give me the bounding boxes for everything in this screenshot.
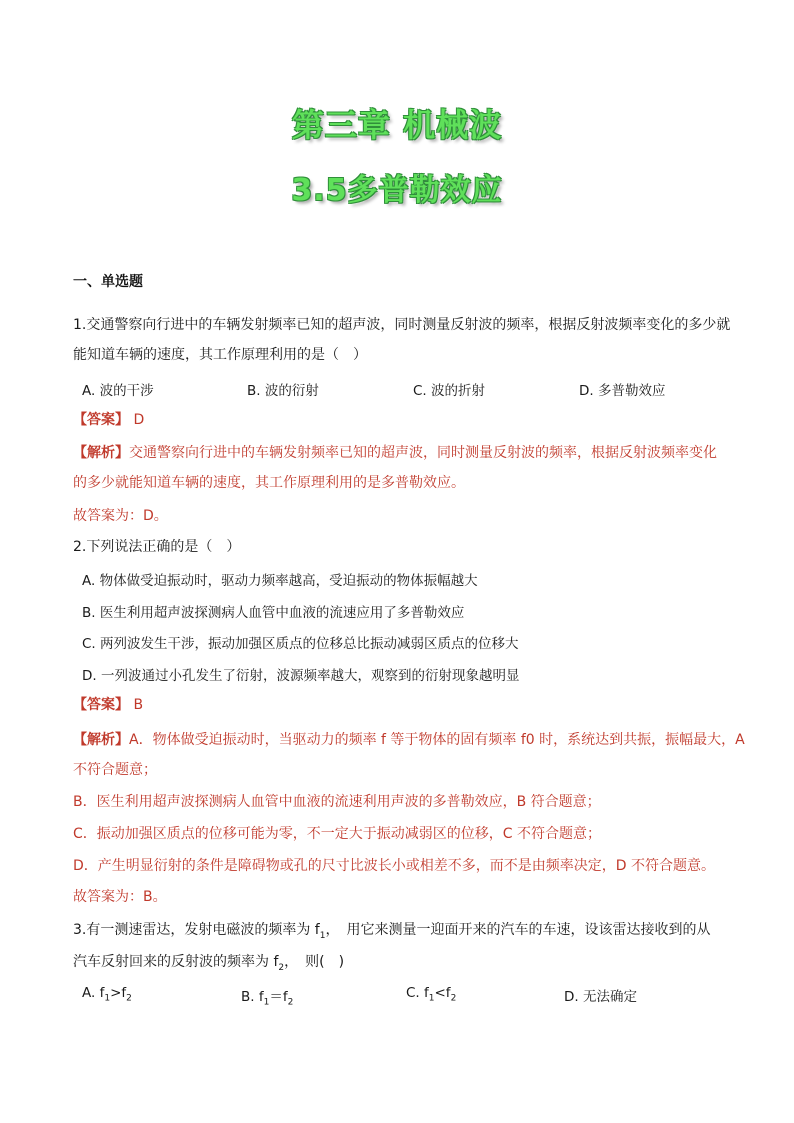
analysis-tag: 【解析】 <box>73 732 129 748</box>
q1-option-c: C. 波的折射 <box>413 383 486 399</box>
q1-answer-value: D <box>129 412 145 428</box>
q1-conclusion: 故答案为：D。 <box>73 508 168 524</box>
q3-option-c: C. $f_1<f_2$ <box>406 985 457 1004</box>
q3-stem-line-2: 汽车反射回来的反射波的频率为 $f_2$， 则( ) <box>73 954 345 973</box>
q1-stem-line-2: 能知道车辆的速度，其工作原理利用的是（ ） <box>73 347 367 363</box>
q3-option-b: B. $f_1=f_2$ <box>241 989 294 1008</box>
analysis-tag: 【解析】 <box>73 445 129 461</box>
q1-stem-line-1: 1.交通警察向行进中的车辆发射频率已知的超声波，同时测量反射波的频率，根据反射波频率变化的多少就 <box>73 317 731 333</box>
q1-option-d: D. 多普勒效应 <box>579 383 666 399</box>
answer-tag: 【答案】 <box>73 697 129 713</box>
q2-conclusion: 故答案为：B。 <box>73 889 167 905</box>
q2-stem: 2.下列说法正确的是（ ） <box>73 539 241 555</box>
section-heading: 一、单选题 <box>73 274 143 290</box>
answer-tag: 【答案】 <box>73 412 129 428</box>
q2-analysis-line-1: 【解析】A．物体做受迫振动时，当驱动力的频率 f 等于物体的固有频率 f0 时，系统达到共振，振幅最大，A <box>73 732 745 748</box>
q3-option-a: A. $f_1>f_2$ <box>82 985 132 1004</box>
q2-answer-value: B <box>129 697 144 713</box>
q3-option-d: D. 无法确定 <box>564 989 637 1005</box>
q1-answer <box>73 410 144 430</box>
q2-analysis-line-4: D．产生明显衍射的条件是障碍物或孔的尺寸比波长小或相差不多，而不是由频率决定，D 不符合题意。 <box>73 858 716 874</box>
q1-analysis-line-1: 【解析】交通警察向行进中的车辆发射频率已知的超声波，同时测量反射波的频率，根据反射波频率变化 <box>73 445 717 461</box>
q2-analysis-line-3: C．振动加强区质点的位移可能为零，不一定大于振动减弱区的位移，C 不符合题意； <box>73 826 601 842</box>
q1-option-b: B. 波的衍射 <box>247 383 319 399</box>
q1-analysis-line-2: 的多少就能知道车辆的速度，其工作原理利用的是多普勒效应。 <box>73 475 465 491</box>
q2-option-b: B. 医生利用超声波探测病人血管中血液的流速应用了多普勒效应 <box>82 605 465 621</box>
q2-option-a: A. 物体做受迫振动时，驱动力频率越高，受迫振动的物体振幅越大 <box>82 573 478 589</box>
q1-option-a: A. 波的干涉 <box>82 383 154 399</box>
q2-option-d: D. 一列波通过小孔发生了衍射，波源频率越大，观察到的衍射现象越明显 <box>82 668 520 684</box>
q2-option-c: C. 两列波发生干涉，振动加强区质点的位移总比振动减弱区质点的位移大 <box>82 636 519 652</box>
q2-answer <box>73 695 143 715</box>
q2-analysis-line-1b: 不符合题意； <box>73 762 157 778</box>
chapter-title: 第三章 机械波 <box>291 106 503 144</box>
q3-stem-line-1: 3.有一测速雷达，发射电磁波的频率为 $f_1$， 用它来测量一迎面开来的汽车的车速，设该雷达接收到的从 <box>73 922 711 941</box>
q2-analysis-line-2: B．医生利用超声波探测病人血管中血液的流速利用声波的多普勒效应，B 符合题意； <box>73 794 601 810</box>
lesson-title: 3.5多普勒效应 <box>291 173 503 208</box>
